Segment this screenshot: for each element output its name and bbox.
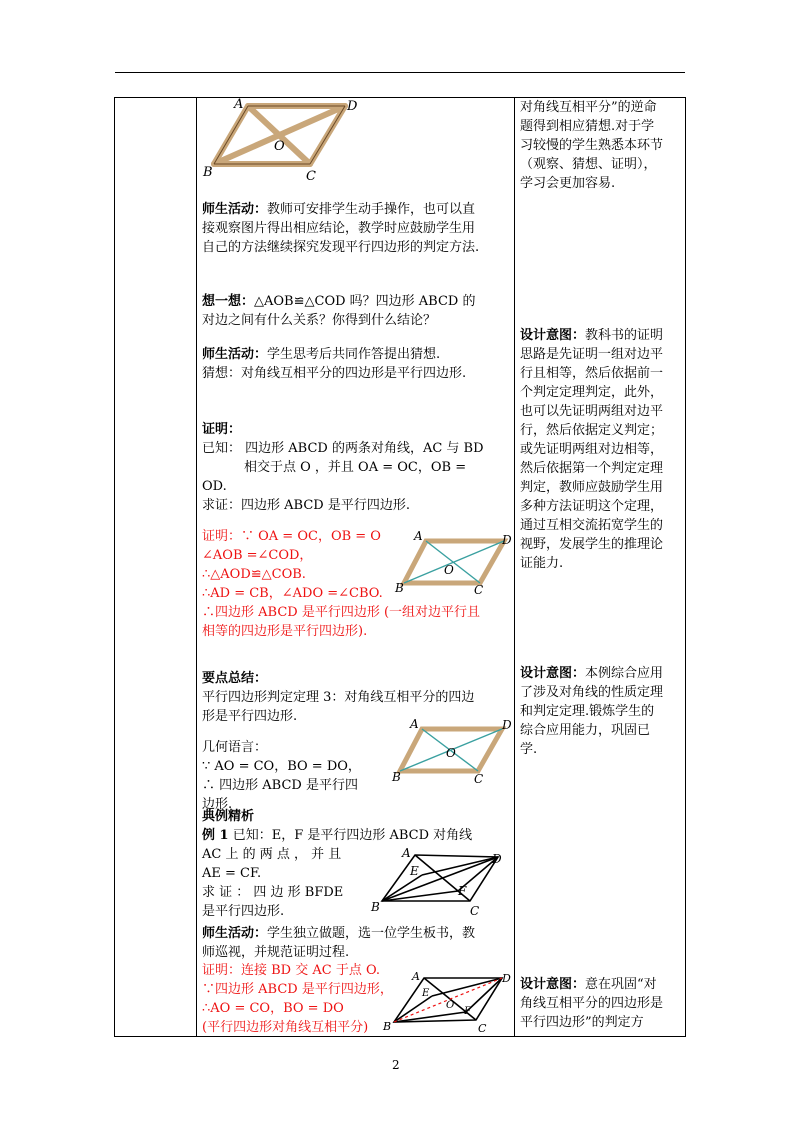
example-line3: AE = CF. [202,866,262,881]
intent2-label: 设计意图： [520,666,586,681]
intent1-line: 然后依据第一个判定定理 [520,461,664,476]
red-proof-line: 相等的四边形是平行四边形). [202,624,368,639]
col-divider-1 [196,97,197,1037]
activity3-label: 师生活动： [202,926,268,941]
fig5-label-a: A [412,970,420,983]
intent2-line: 本例综合应用 [585,666,664,681]
summary-line1: 平行四边形判定定理 3：对角线互相平分的四边 [202,690,475,705]
red-proof2-line: ∵四边形 ABCD 是平行四边形， [202,982,393,997]
intent3-line: 平行四边形”的判定方 [520,1015,644,1030]
fig2-label-a: A [414,529,423,543]
right-top-line: 对角线互相平分”的逆命 [520,100,657,115]
fig3-label-o: O [446,746,456,760]
design-intent-2 [520,664,663,759]
page-number: 2 [392,1058,400,1072]
example-line2: AC 上 的 两 点 ， 并 且 [202,847,342,862]
figure-parallelogram-2 [394,528,514,596]
activity1-line3: 自己的方法继续探究发现平行四边形的判定方法. [202,240,480,255]
fig3-label-d: D [502,718,512,732]
proof-label: 证明： [202,422,242,437]
example-label: 例 1 [202,828,229,843]
intent1-line: 判定，教师应鼓励学生用 [520,480,664,495]
think-line1: △AOB≌△COD 吗？四边形 ABCD 的 [254,294,476,309]
design-intent-3 [520,975,663,1032]
think-label: 想一想： [202,294,255,309]
example-line4: 求 证 ： 四 边 形 BFDE [202,885,344,900]
figure-parallelogram-3 [390,715,514,785]
fig2-label-d: D [502,533,512,547]
intent1-line: 或先证明两组对边相等， [520,442,664,457]
geo-line2: ∴ 四边形 ABCD 是平行四 [202,778,358,793]
summary-line2: 形是平行四边形. [202,709,298,724]
red-proof2-line: (平行四边形对角线互相平分) [202,1020,369,1035]
intent1-line: 视野，发展学生的推理论 [520,537,664,552]
example-line1: 已知：E，F 是平行四边形 ABCD 对角线 [232,828,473,843]
right-top-line: （观察、猜想、证明）， [520,157,657,172]
figure-example-parallelogram [370,845,510,917]
intent3-label: 设计意图： [520,977,586,992]
intent1-line: 通过互相交流拓宽学生的 [520,518,664,533]
activity1-line2: 接观察图片得出相应结论，教学时应鼓励学生用 [202,221,476,236]
intent2-line: 综合应用能力，巩固已 [520,723,651,738]
given-line1: 已知： 四边形 ABCD 的两条对角线，AC 与 BD [202,441,484,456]
proof-block [202,420,484,515]
intent2-line: 和判定定理.锻炼学生的 [520,704,655,719]
red-proof-line: ∠AOB =∠COD， [202,548,313,563]
geo-line3: 边形. [202,797,233,812]
geo-line1: ∵ AO = CO，BO = DO， [202,759,361,774]
fig4-label-c: C [470,904,480,917]
intent3-line: 意在巩固“对 [585,977,657,992]
red-proof-line: 证明：∵ OA = OC，OB = O [202,529,381,544]
red-proof-2 [202,961,393,1037]
intent2-line: 学. [520,742,538,757]
fig2-label-c: C [474,583,484,596]
fig1-label-b: B [203,165,213,180]
design-intent-1 [520,326,663,573]
geo-block [202,738,361,814]
intent1-line: 行，然后依据定义判定； [520,423,664,438]
activity1-label: 师生活动： [202,202,268,217]
fig2-label-o: O [444,563,454,577]
activity2-line2: 猜想：对角线互相平分的四边形是平行四边形. [202,366,467,381]
fig5-label-c: C [478,1022,487,1034]
think-line2: 对边之间有什么关系？你得到什么结论？ [202,313,437,328]
activity3 [202,924,475,962]
fig4-label-b: B [371,900,380,914]
activity1 [202,200,479,257]
intent1-label: 设计意图： [520,328,586,343]
example-title: 典例精析 [202,809,255,824]
intent1-line: 证能力. [520,556,564,571]
fig1-label-o: O [274,139,285,154]
col-divider-2 [514,97,515,1037]
right-top-line: 学习会更加容易. [520,176,616,191]
fig5-label-d: D [502,972,511,985]
fig3-label-b: B [392,770,401,784]
red-proof-line: ∴AD = CB，∠ADO =∠CBO. [202,586,383,601]
activity3-line1: 学生独立做题，选一位学生板书，教 [267,926,476,941]
given-line3: OD. [202,479,227,494]
right-top-notes [520,98,663,193]
right-top-line: 习较慢的学生熟悉本环节 [520,138,664,153]
fig5-label-e: E [422,988,430,999]
intent1-line: 行且相等，然后依据前一 [520,366,664,381]
intent2-line: 了涉及对角线的性质定理 [520,685,664,700]
intent1-line: 多种方法证明这个定理， [520,499,664,514]
intent1-line: 个判定定理判定，此外， [520,385,664,400]
fig1-label-d: D [347,99,358,114]
fig2-label-b: B [395,581,404,595]
fig1-label-c: C [306,169,316,182]
header-rule [115,72,685,73]
example-line5: 是平行四边形. [202,904,285,919]
figure-stick-parallelogram [200,96,360,182]
red-proof-line: ∴△AOD≌△COB. [202,567,306,582]
fig5-label-o: O [446,1000,455,1011]
activity2-label: 师生活动： [202,347,268,362]
fig4-label-f: F [458,884,467,898]
summary-label: 要点总结： [202,671,268,686]
fig4-label-d: D [492,852,502,866]
fig5-label-f: F [464,1006,471,1017]
intent1-line: 教科书的证明 [585,328,664,343]
intent3-line: 角线互相平分的四边形是 [520,996,664,1011]
fig4-label-e: E [410,864,419,878]
fig5-label-b: B [383,1020,392,1033]
fig3-label-a: A [410,717,419,731]
red-proof2-line: ∴AO = CO，BO = DO [202,1001,344,1016]
think-block [202,292,475,330]
given-line2: 相交于点 O ，并且 OA = OC，OB = [244,460,467,475]
red-proof-line: ∴四边形 ABCD 是平行四边形 (一组对边平行且 [202,605,481,620]
activity3-line2: 师巡视，并规范证明过程. [202,945,350,960]
geo-label: 几何语言： [202,740,268,755]
activity2 [202,345,466,383]
red-proof2-line: 证明：连接 BD 交 AC 于点 O. [202,963,381,978]
intent1-line: 也可以先证明两组对边平 [520,404,664,419]
intent1-line: 思路是先证明一组对边平 [520,347,664,362]
activity1-line1: 教师可安排学生动手操作，也可以直 [267,202,476,217]
right-top-line: 题得到相应猜想.对于学 [520,119,655,134]
fig1-label-a: A [234,97,244,112]
prove-line1: 求证：四边形 ABCD 是平行四边形. [202,498,410,513]
activity2-line1: 学生思考后共同作答提出猜想. [267,347,441,362]
figure-example-proof [382,968,512,1034]
fig4-label-a: A [402,846,411,860]
fig3-label-c: C [474,772,484,785]
